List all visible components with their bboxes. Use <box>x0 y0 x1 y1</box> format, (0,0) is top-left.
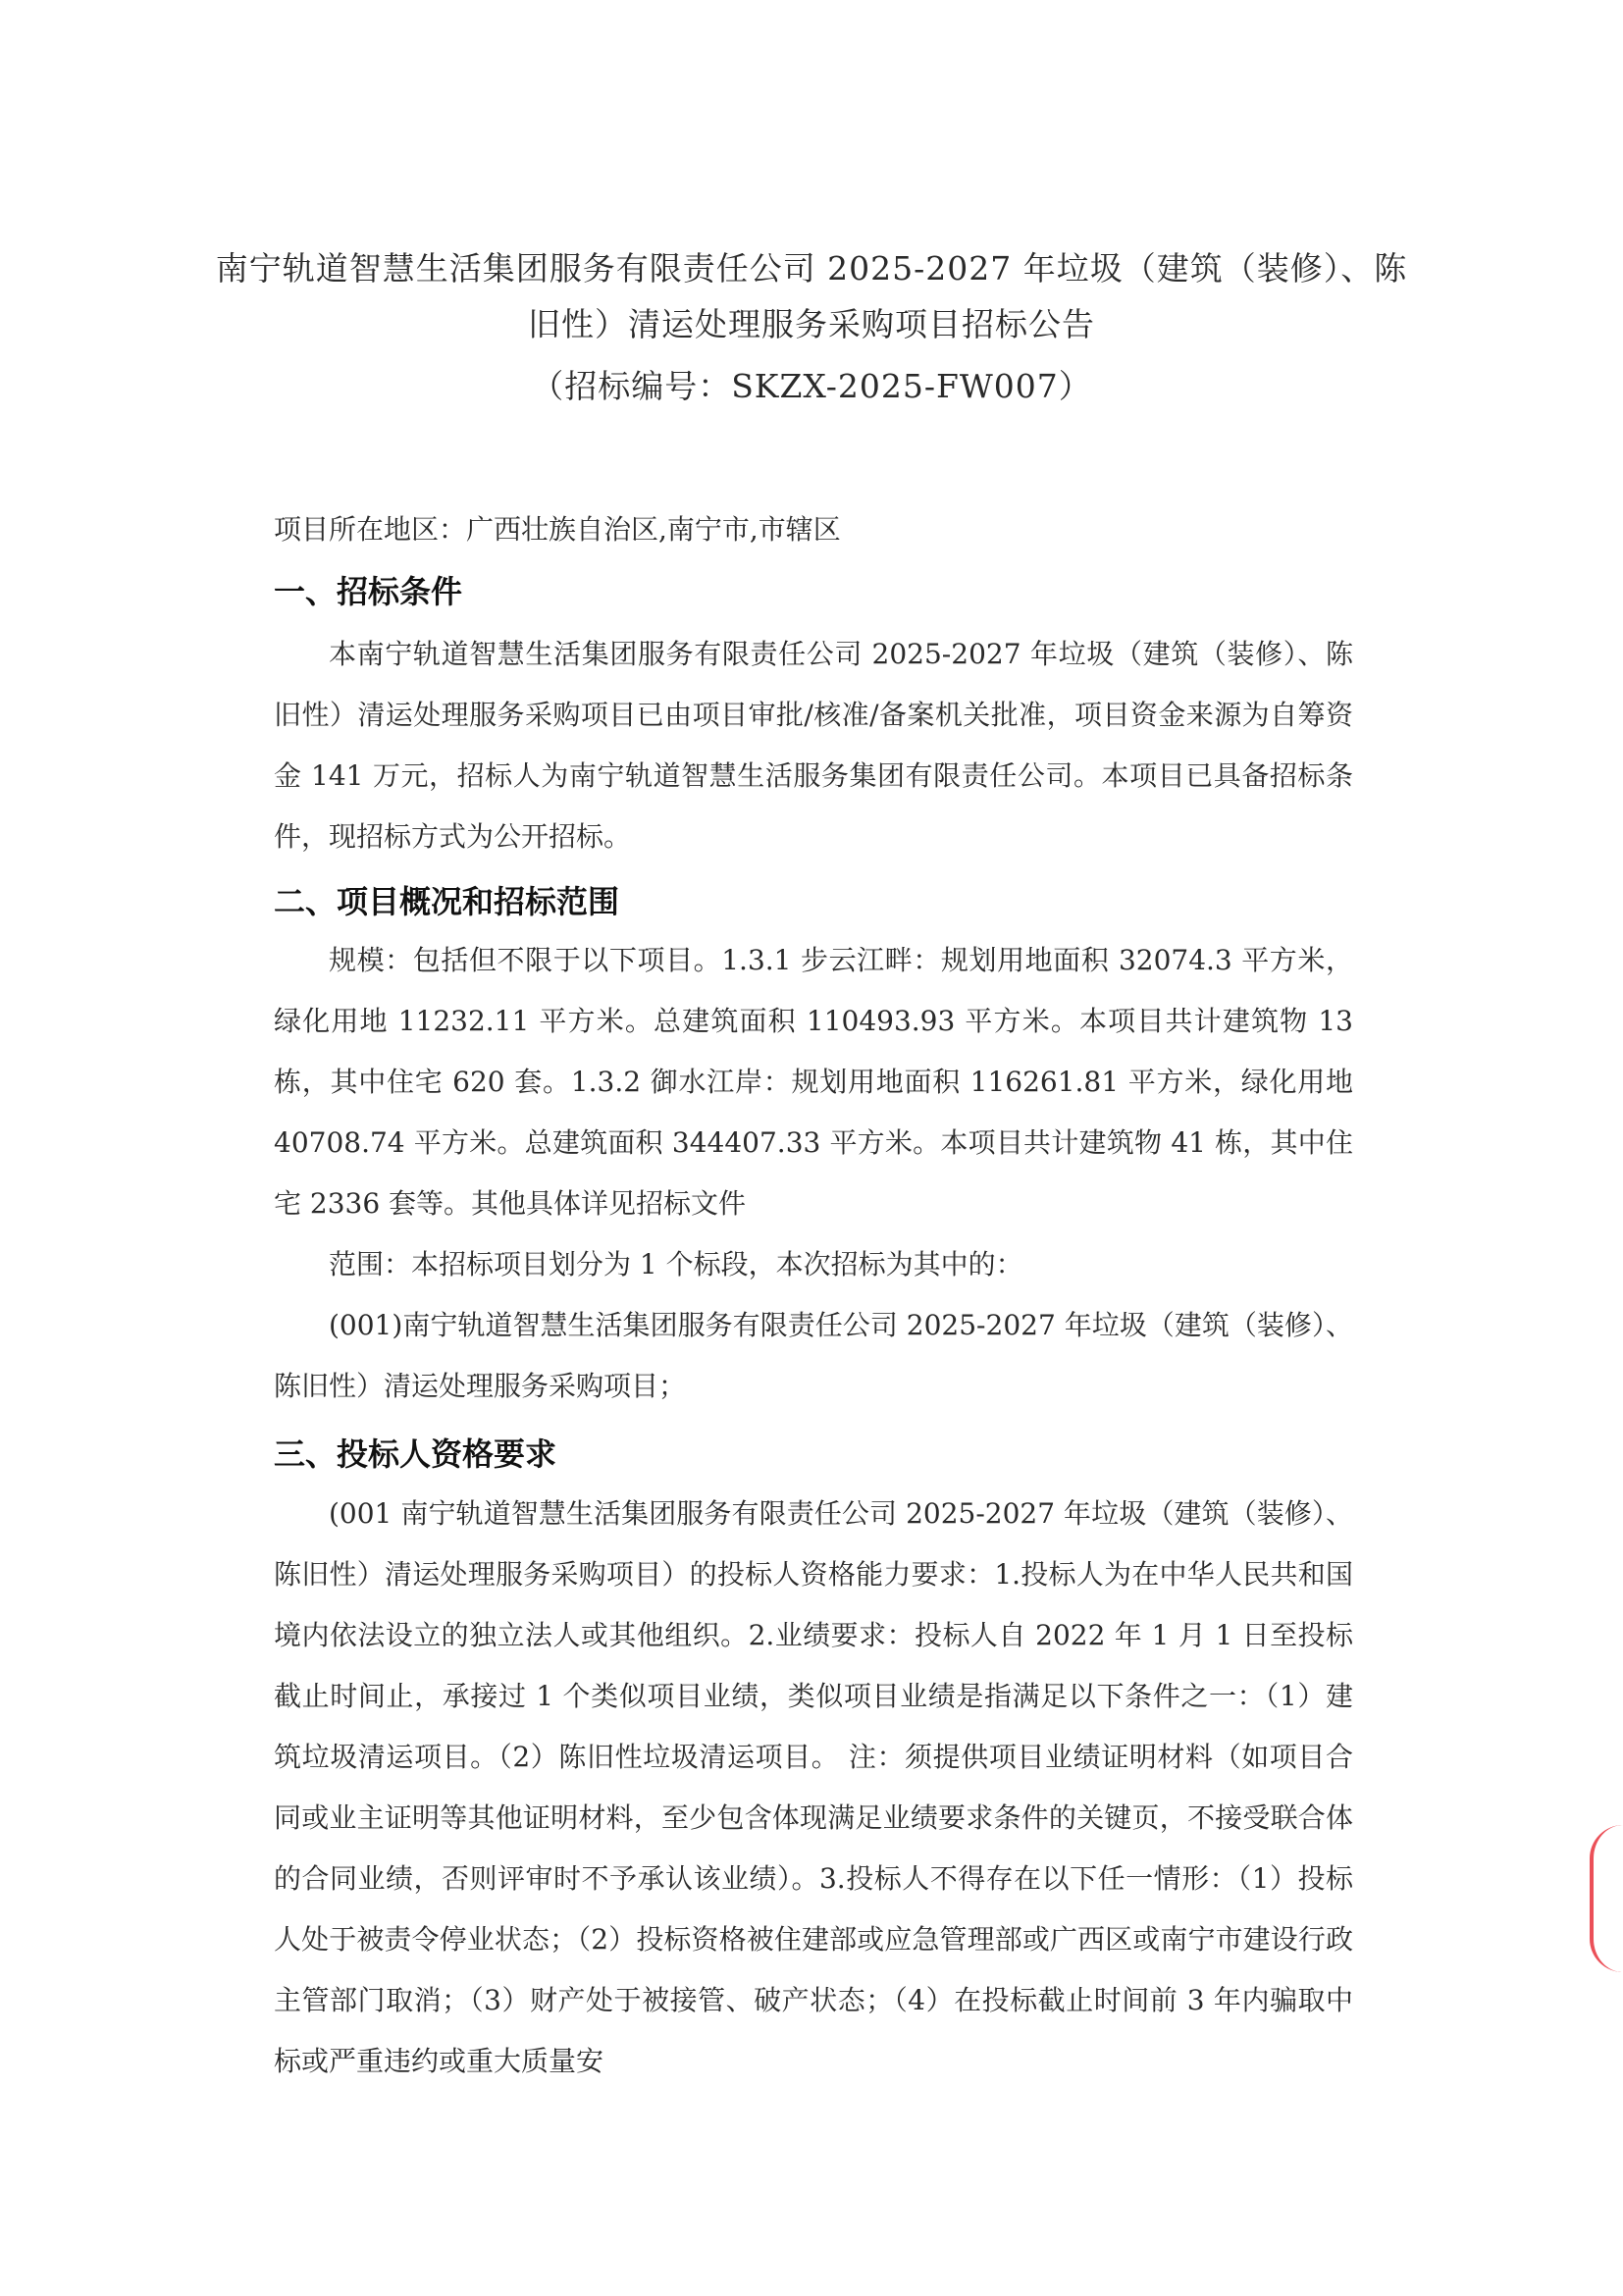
section-heading-bidder-qualifications: 三、投标人资格要求 <box>274 1435 557 1473</box>
document-title-line-2: 旧性）清运处理服务采购项目招标公告 <box>528 305 1095 343</box>
section-paragraph: 规模：包括但不限于以下项目。1.3.1 步云江畔：规划用地面积 32074.3 平方米，绿化用地 11232.11 平方米。总建筑面积 110493.93 平方米。本项目共计建筑物 13 栋，其中住宅 620 套。1.3.2 御水江岸：规划用地面积 116261.81 平方米，绿化用地 40708.74 平方米。总建筑面积 344407.33 平方米。本项目共计建筑物 41 栋，其中住宅 2336 套等。其他具体详见招标文件 <box>274 944 1353 1220</box>
tender-number: （招标编号：SKZX-2025-FW007） <box>531 367 1092 405</box>
red-seal-stamp-edge <box>1590 1825 1623 1972</box>
document-title-line-1: 南宁轨道智慧生活集团服务有限责任公司 2025-2027 年垃圾（建筑（装修）、陈 <box>215 249 1408 287</box>
section-paragraph: (001)南宁轨道智慧生活集团服务有限责任公司 2025-2027 年垃圾（建筑（装修）、陈旧性）清运处理服务采购项目； <box>274 1309 1353 1402</box>
section-paragraph: (001 南宁轨道智慧生活集团服务有限责任公司 2025-2027 年垃圾（建筑（装修）、陈旧性）清运处理服务采购项目）的投标人资格能力要求：1.投标人为在中华人民共和国境内依法设立的独立法人或其他组织。2.业绩要求：投标人自 2022 年 1 月 1 日至投标截止时间止，承接过 1 个类似项目业绩，类似项目业绩是指满足以下条件之一：（1）建筑垃圾清运项目。（2）陈旧性垃圾清运项目。 注：须提供项目业绩证明材料（如项目合同或业主证明等其他证明材料，至少包含体现满足业绩要求条件的关键页，不接受联合体的合同业绩，否则评审时不予承认该业绩）。3.投标人不得存在以下任一情形：（1）投标人处于被责令停业状态；（2）投标资格被住建部或应急管理部或广西区或南宁市建设行政主管部门取消；（3）财产处于被接管、破产状态；（4）在投标截止时间前 3 年内骗取中标或严重违约或重大质量安 <box>274 1497 1353 2077</box>
section-heading-bidding-conditions: 一、招标条件 <box>274 573 463 610</box>
project-location: 项目所在地区：广西壮族自治区,南宁市,市辖区 <box>274 513 841 546</box>
section-paragraph: 本南宁轨道智慧生活集团服务有限责任公司 2025-2027 年垃圾（建筑（装修）、陈旧性）清运处理服务采购项目已由项目审批/核准/备案机关批准，项目资金来源为自筹资金 141 万元，招标人为南宁轨道智慧生活服务集团有限责任公司。本项目已具备招标条件，现招标方式为公开招标。 <box>274 638 1353 853</box>
section-heading-project-overview: 二、项目概况和招标范围 <box>274 883 620 920</box>
section-paragraph: 范围：本招标项目划分为 1 个标段，本次招标为其中的： <box>329 1248 1023 1280</box>
